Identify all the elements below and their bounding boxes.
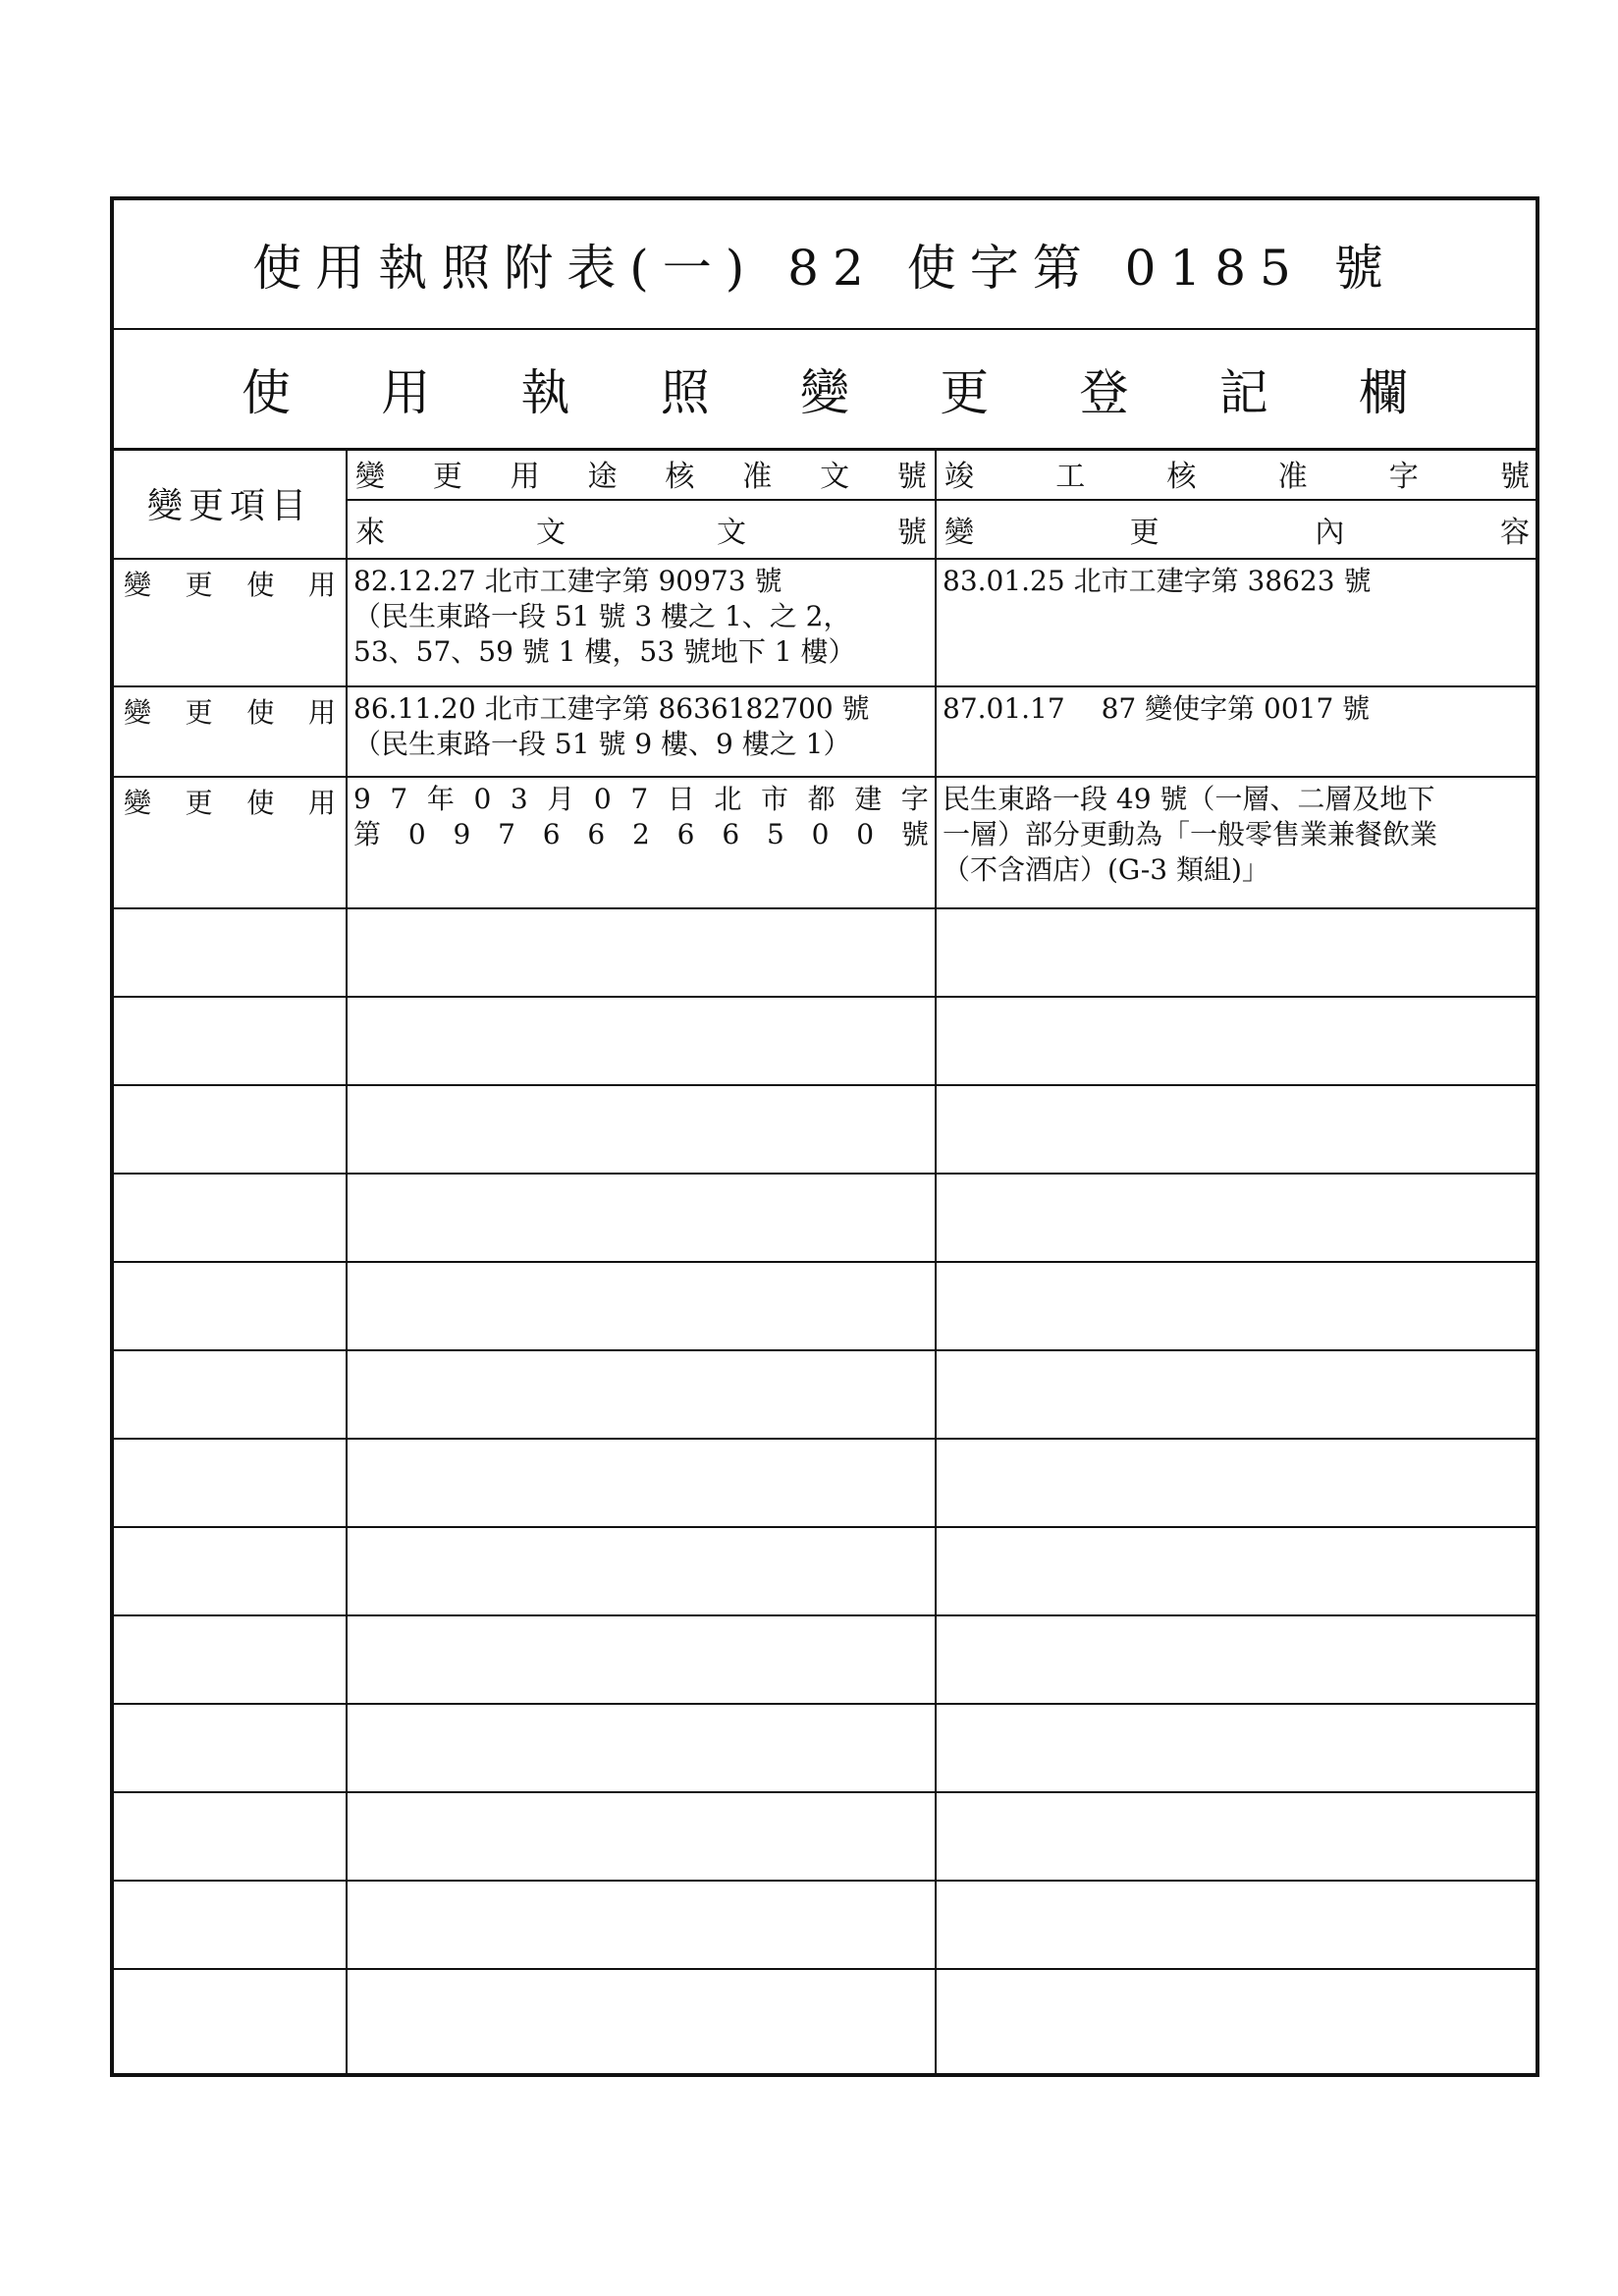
subtitle-char: 執: [520, 364, 570, 421]
empty-row-divider: [114, 1173, 1536, 1175]
row-2-item: 變 更 使 用: [124, 696, 336, 729]
row-2-doc-line: 86.11.20 北市工建字第 8636182700 號: [353, 692, 870, 725]
empty-row-divider: [114, 1438, 1536, 1440]
form-subtitle: [114, 330, 1536, 448]
empty-row-divider: [114, 1526, 1536, 1528]
empty-row-divider: [114, 1084, 1536, 1086]
empty-row-divider: [114, 1703, 1536, 1705]
empty-row-divider: [114, 1968, 1536, 1970]
row-1-doc-line: 82.12.27 北市工建字第 90973 號: [353, 565, 782, 597]
subtitle-char: 更: [940, 364, 990, 421]
header-item: 變更項目: [146, 485, 312, 526]
row-1-result-line: 83.01.25 北市工建字第 38623 號: [943, 565, 1372, 597]
row-3-doc-line: 第 0 9 7 6 6 2 6 6 5 0 0 號: [353, 818, 929, 850]
row-3-doc-line: 9 7 年 0 3 月 0 7 日 北 市 都 建 字: [353, 783, 929, 815]
row-3-doc: [348, 778, 935, 856]
form-title: 使用執照附表(一) 82 使字第 0185 號: [252, 240, 1397, 297]
row-1-result: [937, 560, 1537, 603]
subtitle-char: 用: [381, 364, 431, 421]
empty-row-divider: [114, 1261, 1536, 1263]
divider: [114, 907, 1536, 909]
row-3-item: 變 更 使 用: [124, 787, 336, 819]
subtitle-char: 照: [660, 364, 710, 421]
row-3-result-line: 一層）部分更動為「一般零售業兼餐飲業: [943, 818, 1438, 850]
row-3-result-line: 民生東路一段 49 號（一層、二層及地下: [943, 783, 1435, 815]
header-change-content: 變 更 內 容: [944, 516, 1530, 550]
row-3-result-line: （不含酒店）(G-3 類組)」: [943, 853, 1269, 886]
row-1-doc: [348, 560, 935, 674]
empty-row-divider: [114, 1614, 1536, 1616]
empty-row-divider: [114, 996, 1536, 998]
empty-row-divider: [114, 1349, 1536, 1351]
subtitle-char: 欄: [1359, 364, 1408, 421]
empty-row-divider: [114, 1880, 1536, 1882]
row-1-doc-line: 53、57、59 號 1 樓，53 號地下 1 樓）: [353, 635, 856, 668]
row-2-result: [937, 687, 1537, 731]
row-3-result: [937, 778, 1537, 892]
change-registration-form: [110, 196, 1539, 2077]
row-2-doc: [348, 687, 935, 766]
row-1-doc-line: （民生東路一段 51 號 3 樓之 1、之 2，: [353, 600, 851, 632]
subtitle-char: 變: [800, 364, 849, 421]
subtitle-char: 登: [1079, 364, 1129, 421]
subtitle-char: 使: [242, 364, 291, 421]
header-incoming-doc-no: 來 文 文 號: [355, 516, 927, 550]
header-completion-no: 竣 工 核 准 字 號: [944, 460, 1530, 494]
empty-row-divider: [114, 1791, 1536, 1793]
subtitle-char: 記: [1218, 364, 1268, 421]
row-2-doc-line: （民生東路一段 51 號 9 樓、9 樓之 1）: [353, 728, 851, 760]
row-2-result-line: 87.01.17 87 變使字第 0017 號: [943, 692, 1371, 725]
row-1-item: 變 更 使 用: [124, 569, 336, 601]
header-approval-doc-no: 變 更 用 途 核 准 文 號: [355, 460, 927, 494]
